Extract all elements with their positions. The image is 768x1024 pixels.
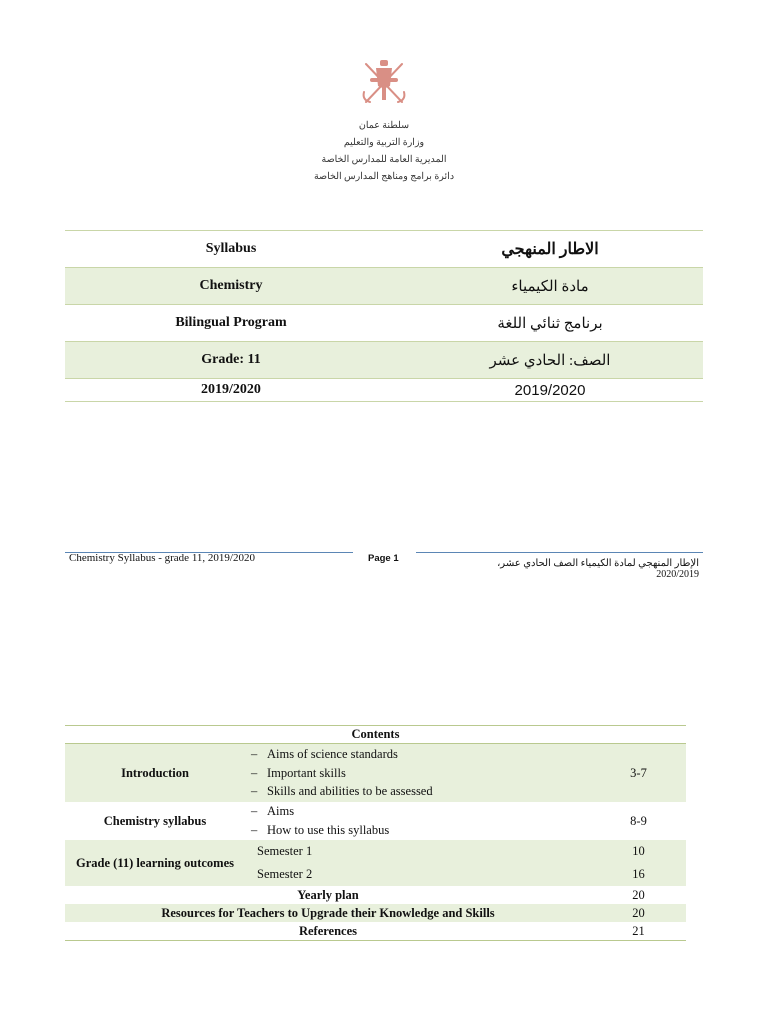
list-item: – Important skills: [251, 765, 346, 780]
cover-row: [65, 379, 703, 402]
contents-semester-2: Semester 2: [245, 862, 591, 886]
list-item: – Aims of science standards: [251, 746, 398, 761]
contents-resources: Resources for Teachers to Upgrade their Knowledge and Skills: [65, 904, 591, 922]
contents-page-resources: 20: [591, 904, 686, 922]
cover-row: [65, 231, 703, 268]
cover-en-year: 2019/2020: [65, 379, 397, 402]
contents-page-yearly: 20: [632, 887, 645, 902]
cover-en-subject: Chemistry: [65, 268, 397, 305]
footer-right-text: الإطار المنهجي لمادة الكيمياء الصف الحادي عشر، 2020/2019: [497, 558, 699, 580]
ministry-header: [284, 118, 484, 186]
cover-row: [65, 268, 703, 305]
contents-label-introduction: Introduction: [65, 744, 245, 803]
footer-page-number: Page 1: [368, 553, 399, 564]
contents-label-learning-outcomes: Grade (11) learning outcomes: [65, 840, 245, 886]
contents-row-yearly: [65, 886, 686, 904]
contents-title-row: [65, 726, 686, 744]
oman-emblem-logo: [358, 56, 410, 108]
contents-page-references: 21: [591, 922, 686, 941]
cover-ar-syllabus: الاطار المنهجي: [397, 231, 703, 268]
footer-left-text: Chemistry Syllabus - grade 11, 2019/2020: [69, 552, 255, 564]
contents-row-references: [65, 922, 686, 941]
contents-row-resources: [65, 904, 686, 922]
contents-title: Contents: [65, 726, 686, 744]
cover-row: [65, 305, 703, 342]
contents-semester-1: Semester 1: [245, 840, 591, 862]
cover-ar-subject: مادة الكيمياء: [397, 268, 703, 305]
ministry-line: المديرية العامة للمدارس الخاصة: [321, 155, 447, 165]
cover-en-grade: Grade: 11: [65, 342, 397, 379]
contents-page-semester-1: 10: [591, 840, 686, 862]
cover-ar-program: برنامج ثنائي اللغة: [397, 305, 703, 342]
contents-row-chemistry: [65, 802, 686, 840]
ministry-line: سلطنة عمان: [358, 121, 410, 131]
cover-en-program: Bilingual Program: [65, 305, 397, 342]
cover-ar-grade: الصف: الحادي عشر: [397, 342, 703, 379]
contents-table: [65, 725, 686, 941]
list-item: – How to use this syllabus: [251, 823, 390, 837]
cover-ar-year: 2019/2020: [397, 379, 703, 402]
contents-page-chemistry: 8-9: [630, 813, 647, 828]
list-item: – Aims: [251, 804, 295, 819]
contents-row-semester1: [65, 840, 686, 862]
ministry-line: دائرة برامج ومناهج المدارس الخاصة: [313, 172, 455, 182]
contents-page-introduction: 3-7: [591, 744, 686, 803]
cover-table: [65, 230, 703, 402]
contents-page-semester-2: 16: [591, 862, 686, 886]
list-item: – Skills and abilities to be assessed: [251, 784, 433, 799]
contents-label-chemistry: Chemistry syllabus: [103, 813, 207, 828]
contents-items-chemistry: [245, 802, 591, 840]
contents-references: References: [65, 922, 591, 941]
contents-items-introduction: [245, 744, 591, 803]
footer-rule-right: [416, 552, 703, 553]
ministry-line: وزارة التربية والتعليم: [343, 138, 425, 148]
cover-row: [65, 342, 703, 379]
contents-row-introduction: [65, 744, 686, 803]
cover-en-syllabus: Syllabus: [65, 231, 397, 268]
contents-yearly-plan: Yearly plan: [297, 887, 359, 902]
